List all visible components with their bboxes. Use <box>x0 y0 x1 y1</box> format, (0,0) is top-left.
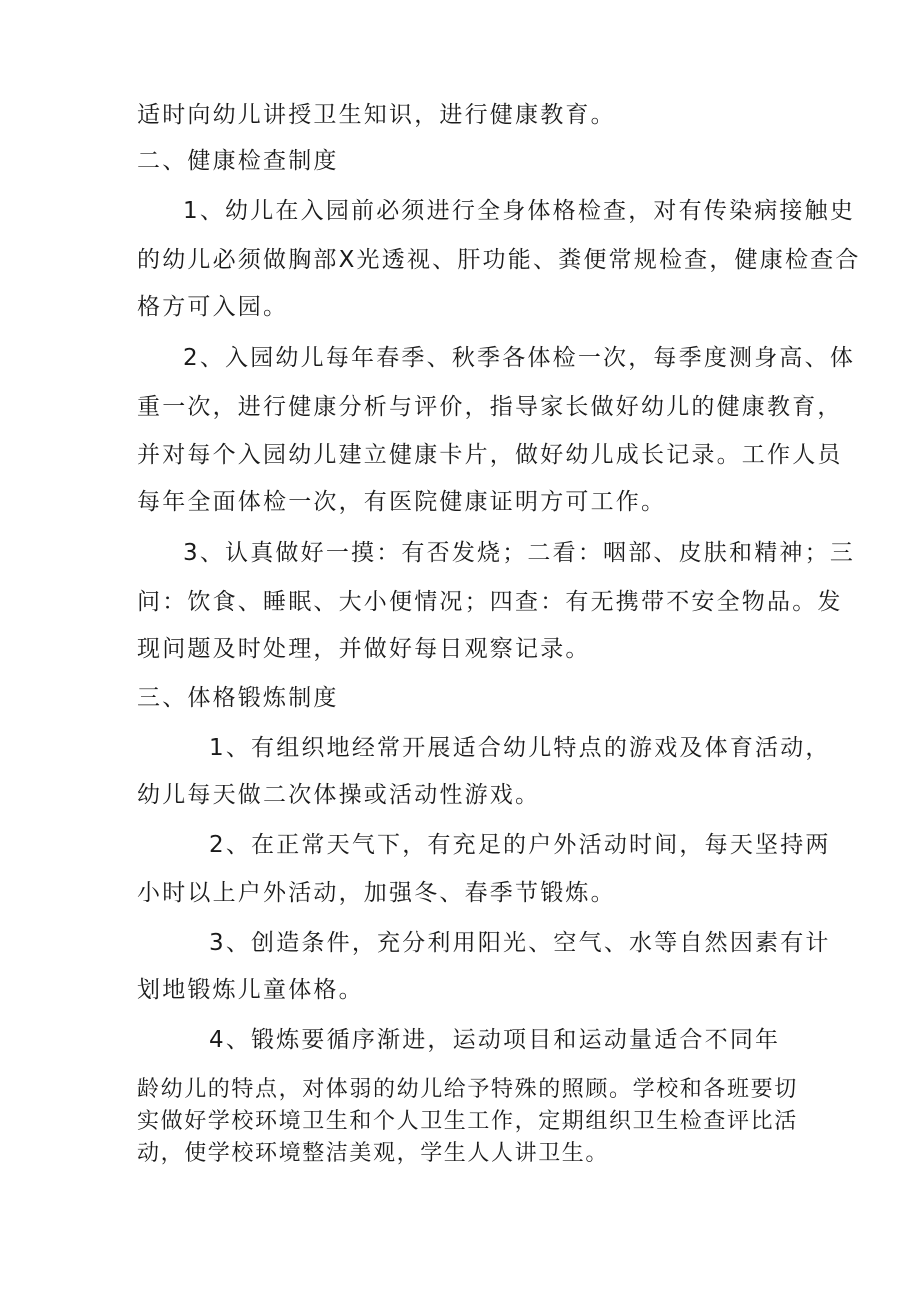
text-line: 格方可入园。 <box>137 294 289 320</box>
text-line: 适时向幼儿讲授卫生知识，进行健康教育。 <box>137 102 616 128</box>
text-line: 3、认真做好一摸：有否发烧；二看：咽部、皮肤和精神；三 <box>183 540 856 566</box>
text-line: 3、创造条件，充分利用阳光、空气、水等自然因素有计 <box>209 930 831 956</box>
text-line: 问：饮食、睡眠、大小便情况；四查：有无携带不安全物品。发 <box>137 589 843 615</box>
text-line: 动，使学校环境整洁美观，学生人人讲卫生。 <box>137 1141 610 1166</box>
text-line: 现问题及时处理，并做好每日观察记录。 <box>137 636 591 662</box>
text-line: 每年全面体检一次，有医院健康证明方可工作。 <box>137 489 667 515</box>
text-line: 划地锻炼儿童体格。 <box>137 977 364 1003</box>
text-line: 实做好学校环境卫生和个人卫生工作，定期组织卫生检查评比活 <box>137 1109 798 1134</box>
text-line: 2、在正常天气下，有充足的户外活动时间，每天坚持两 <box>209 832 831 858</box>
text-line: 龄幼儿的特点，对体弱的幼儿给予特殊的照顾。学校和各班要切 <box>137 1077 798 1102</box>
text-line: 2、入园幼儿每年春季、秋季各体检一次，每季度测身高、体 <box>183 345 856 371</box>
text-line: 4、锻炼要循序渐进，运动项目和运动量适合不同年 <box>209 1027 781 1053</box>
section-heading: 三、体格锻炼制度 <box>137 685 339 711</box>
text-line: 1、幼儿在入园前必须进行全身体格检查，对有传染病接触史 <box>183 198 856 224</box>
text-line: 1、有组织地经常开展适合幼儿特点的游戏及体育活动， <box>209 735 831 761</box>
text-line: 小时以上户外活动，加强冬、春季节锻炼。 <box>137 880 616 906</box>
section-heading: 二、健康检查制度 <box>137 148 339 174</box>
text-line: 的幼儿必须做胸部X光透视、肝功能、粪便常规检查，健康检查合 <box>137 247 861 273</box>
text-line: 重一次，进行健康分析与评价，指导家长做好幼儿的健康教育， <box>137 394 843 420</box>
text-line: 幼儿每天做二次体操或活动性游戏。 <box>137 782 541 808</box>
text-line: 并对每个入园幼儿建立健康卡片，做好幼儿成长记录。工作人员 <box>137 442 843 468</box>
